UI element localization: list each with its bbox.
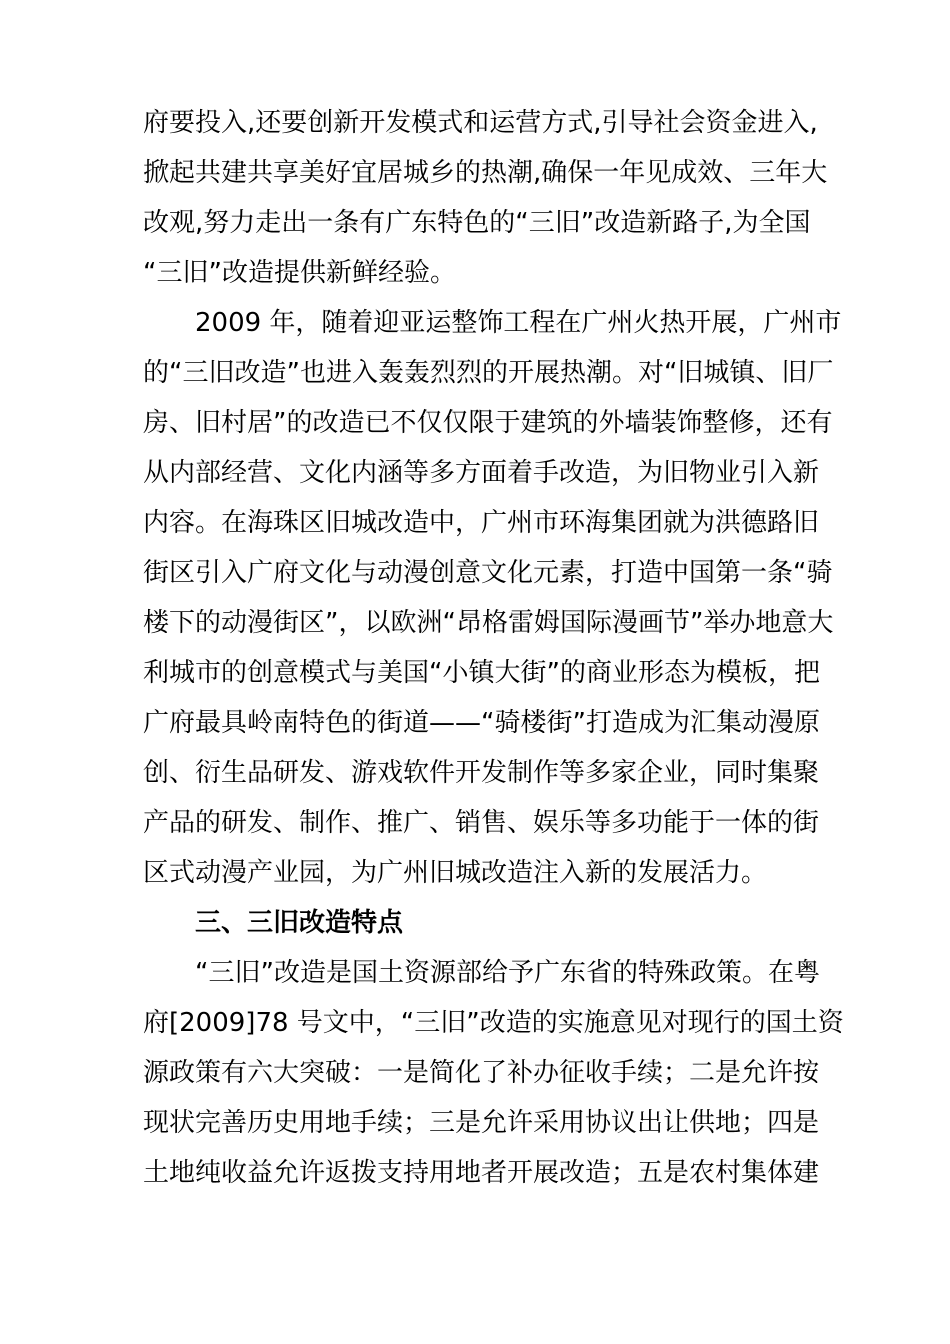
text-line: 现状完善历史用地手续；三是允许采用协议出让供地；四是 xyxy=(143,1108,820,1138)
paragraph-3 xyxy=(143,948,844,1198)
text-line: 广府最具岭南特色的街道——“骑楼街”打造成为汇集动漫原 xyxy=(143,708,820,738)
text-line: “三旧”改造提供新鲜经验。 xyxy=(143,258,456,288)
text-line: 2009 年，随着迎亚运整饰工程在广州火热开展，广州市 xyxy=(195,308,842,338)
text-line: 掀起共建共享美好宜居城乡的热潮,确保一年见成效、三年大 xyxy=(143,158,828,188)
text-line: 区式动漫产业园，为广州旧城改造注入新的发展活力。 xyxy=(143,858,768,888)
text-line: 内容。在海珠区旧城改造中，广州市环海集团就为洪德路旧 xyxy=(143,508,820,538)
paragraph-1 xyxy=(143,98,828,298)
text-line: 土地纯收益允许返拨支持用地者开展改造；五是农村集体建 xyxy=(143,1158,820,1188)
text-line: 从内部经营、文化内涵等多方面着手改造，为旧物业引入新 xyxy=(143,458,820,488)
text-line: “三旧”改造是国土资源部给予广东省的特殊政策。在粤 xyxy=(195,958,820,988)
text-line: 街区引入广府文化与动漫创意文化元素，打造中国第一条“骑 xyxy=(143,558,833,588)
paragraph-2 xyxy=(143,298,842,898)
text-line: 房、旧村居”的改造已不仅仅限于建筑的外墙装饰整修，还有 xyxy=(143,408,833,438)
text-line: 改观,努力走出一条有广东特色的“三旧”改造新路子,为全国 xyxy=(143,208,811,238)
text-line: 府[2009]78 号文中，“三旧”改造的实施意见对现行的国土资 xyxy=(143,1008,844,1038)
section-heading: 三、三旧改造特点 xyxy=(195,908,404,938)
text-line: 源政策有六大突破：一是简化了补办征收手续；二是允许按 xyxy=(143,1058,820,1088)
text-line: 府要投入,还要创新开发模式和运营方式,引导社会资金进入, xyxy=(143,108,818,138)
text-line: 利城市的创意模式与美国“小镇大街”的商业形态为模板，把 xyxy=(143,658,820,688)
text-line: 楼下的动漫街区”，以欧洲“昂格雷姆国际漫画节”举办地意大 xyxy=(143,608,834,638)
document-page xyxy=(143,98,844,1198)
text-line: 的“三旧改造”也进入轰轰烈烈的开展热潮。对“旧城镇、旧厂 xyxy=(143,358,834,388)
text-line: 创、衍生品研发、游戏软件开发制作等多家企业，同时集聚 xyxy=(143,758,820,788)
text-line: 产品的研发、制作、推广、销售、娱乐等多功能于一体的街 xyxy=(143,808,820,838)
